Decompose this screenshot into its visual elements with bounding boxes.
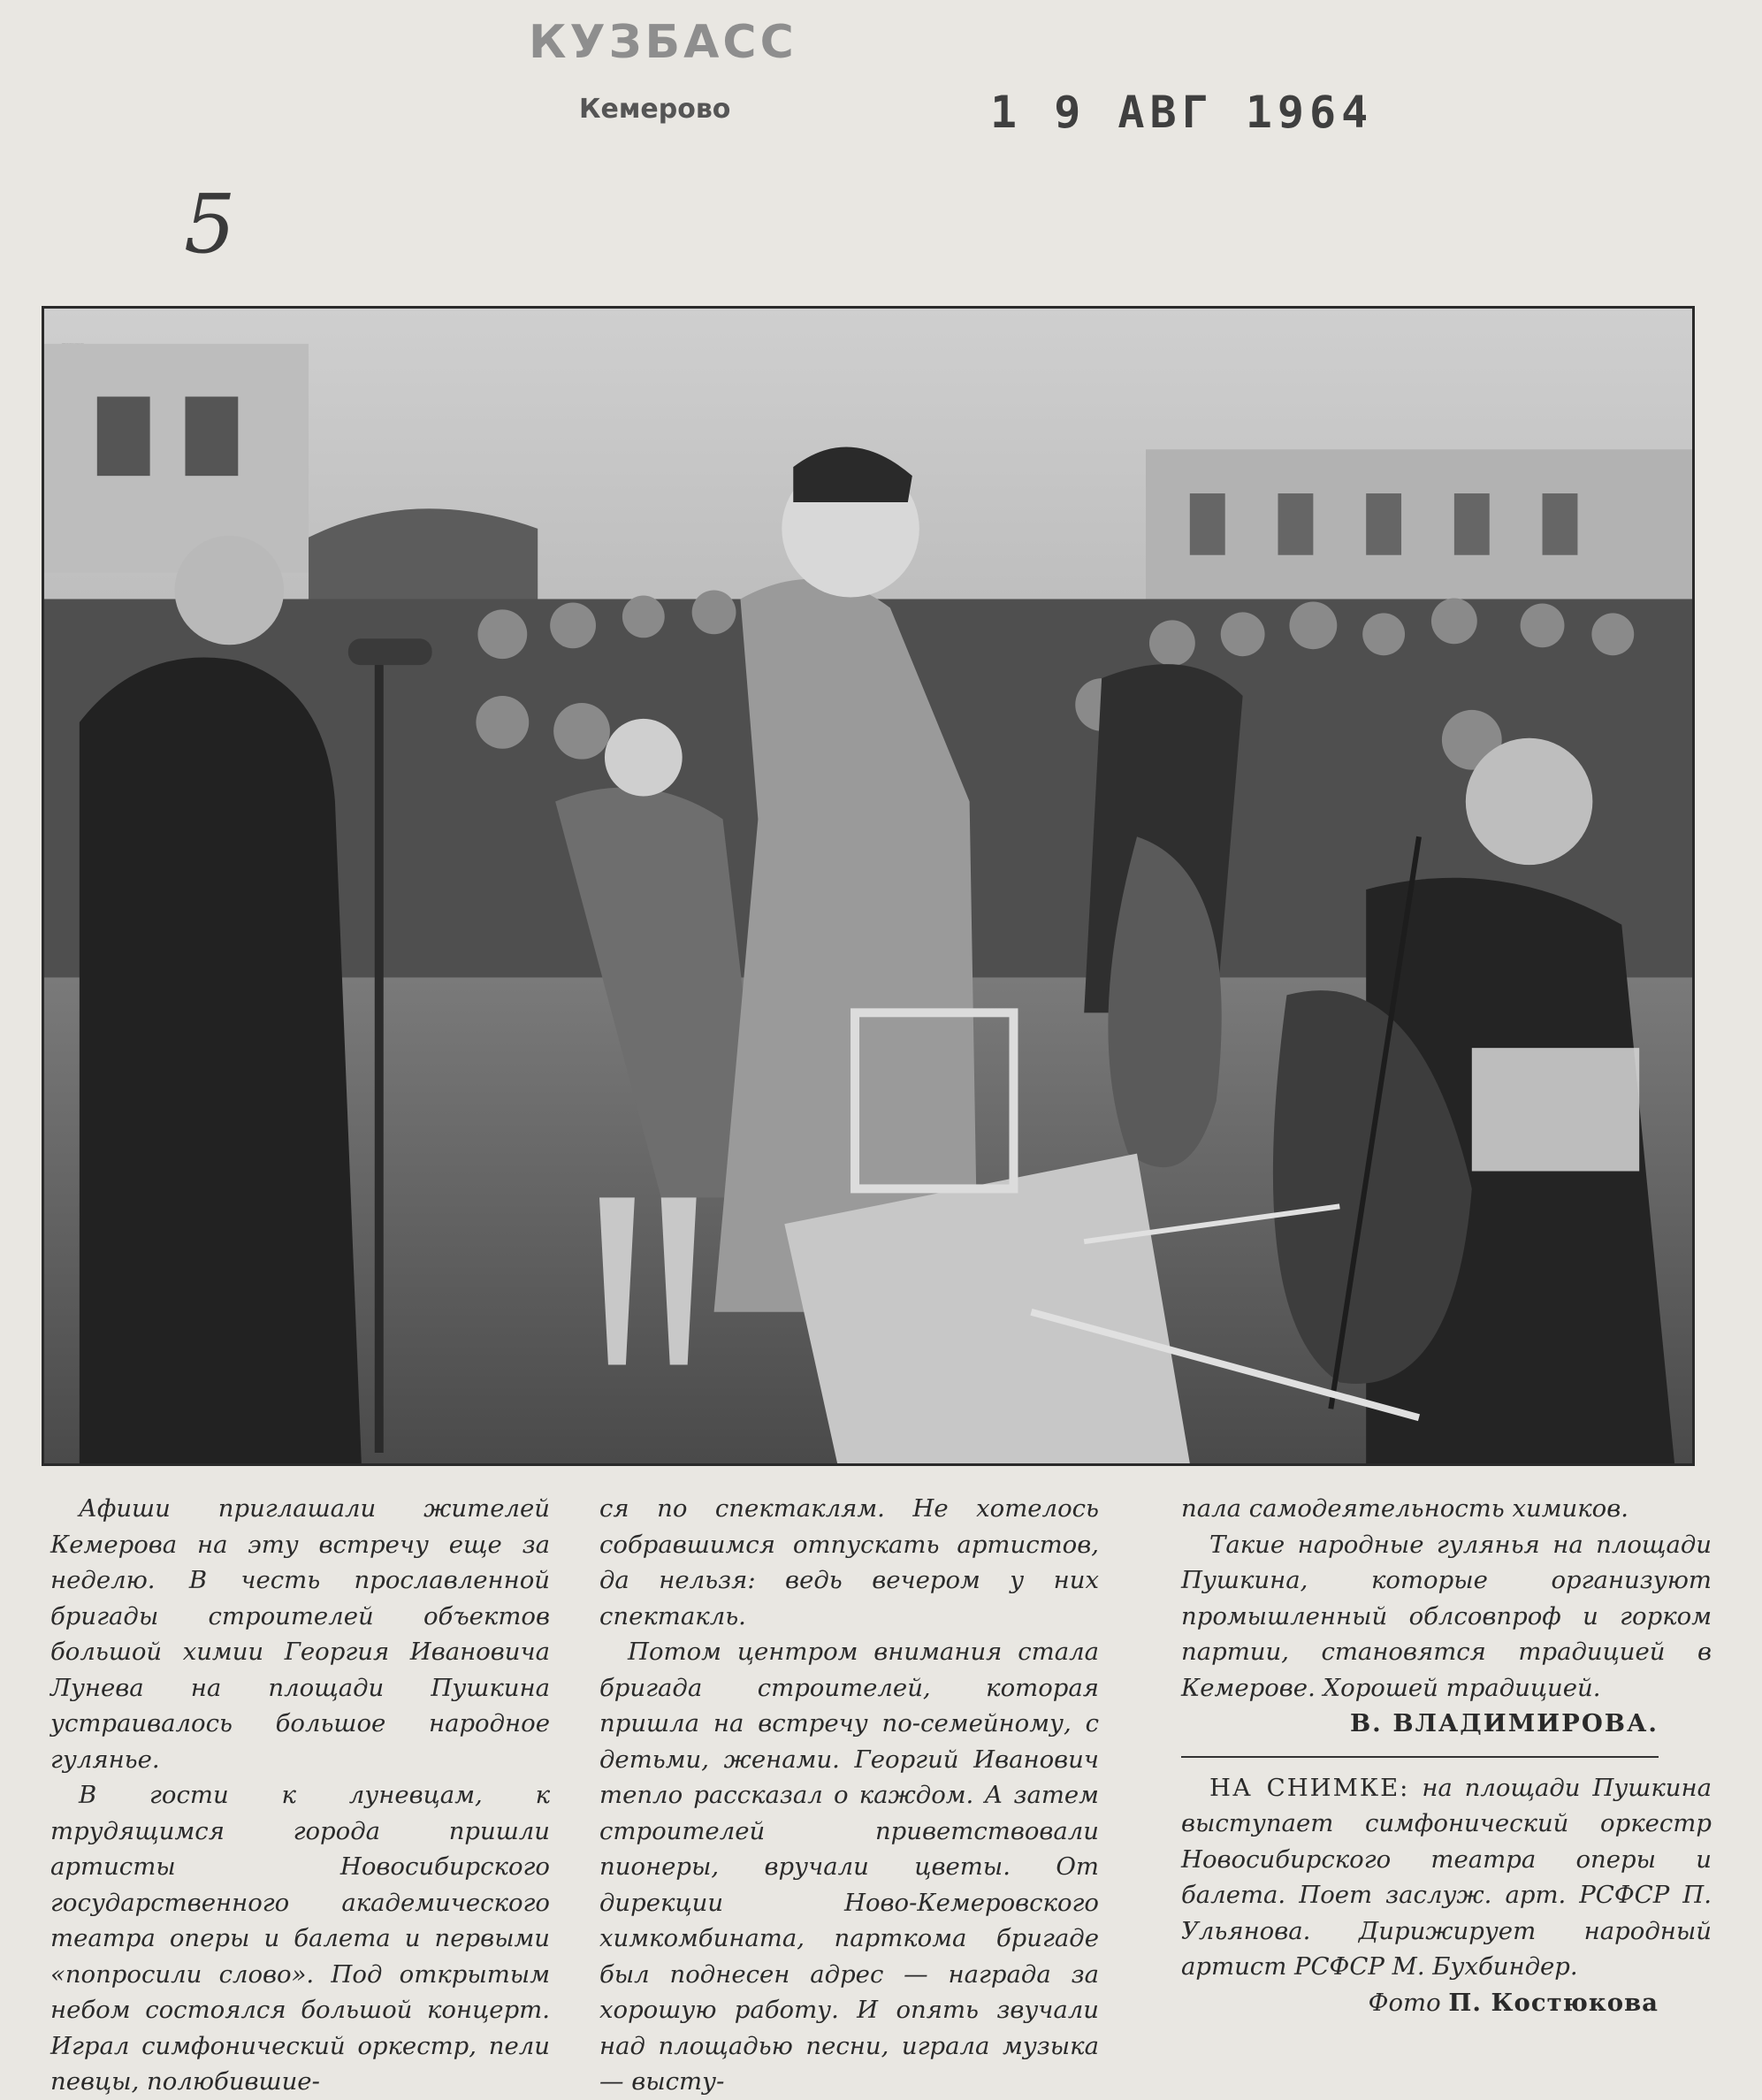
article-column-3: [1181, 1491, 1712, 2020]
article-paragraph: Потом центром внимания стала бригада строителей, которая пришла на встречу по-семейному, с детьми, женами. Георгий Иванович тепло рассказал о каждом. А затем строителей приветствовали пионеры, вручали цветы. От дирекции Ново-Кемеровского химкомбината, парткома бригаде был поднесен адрес — награда за хорошую работу. И опять звучали над площадью песни, играла музыка — высту-: [599, 1638, 1099, 2096]
article-paragraph-continued: ся по спектаклям. Не хотелось собравшимся отпускать артистов, да нельзя: ведь вечером у них спектакль.: [599, 1494, 1099, 1630]
concert-photo-illustration: [44, 309, 1692, 1463]
caption-heading: НА СНИМКЕ:: [1209, 1773, 1410, 1802]
author-signature: В. ВЛАДИМИРОВА.: [1349, 1709, 1659, 1737]
stamp-city: Кемерово: [579, 94, 731, 125]
article-column-1: [50, 1491, 550, 2100]
caption-text: на площади Пушкина выступает симфонический оркестр Новосибирского театра оперы и балета. Поет заслуж. арт. РСФСР П. Ульянова. Дирижирует народный артист РСФСР М. Бухбиндер.: [1181, 1773, 1712, 1981]
photo-credit-label: Фото: [1368, 1988, 1441, 2017]
photo-credit: [1181, 1985, 1712, 2021]
newspaper-photo: [42, 306, 1695, 1466]
stamp-date: 1 9 АВГ 1964: [990, 87, 1374, 138]
article-column-2: [599, 1491, 1099, 2100]
photo-credit-name: П. Костюкова: [1448, 1988, 1659, 2017]
article-paragraph-continued: пала самодеятельность химиков.: [1181, 1494, 1629, 1523]
article-paragraph: Афиши приглашали жителей Кемерова на эту встречу еще за неделю. В честь прославленной бригады строителей объектов большой химии Георгия Ивановича Лунева на площади Пушкина устраивалось большое народное гулянье.: [50, 1494, 550, 1774]
stamp-newspaper: КУЗБАСС: [529, 16, 797, 69]
article-paragraph: В гости к луневцам, к трудящимся города пришли артисты Новосибирского государственного академического театра оперы и балета и первыми «попросили слово». Под открытым небом состоялся большой концерт. Играл симфонический оркестр, пели певцы, полюбившие-: [50, 1781, 550, 2096]
photo-caption: [1181, 1770, 1712, 1985]
article-paragraph: Такие народные гулянья на площади Пушкина, которые организуют промышленный облсовпроф и горком партии, становятся традицией в Кемерове. Хорошей традицией.: [1181, 1530, 1712, 1702]
divider-rule: [1181, 1756, 1659, 1758]
photo-label: Симфонический оркестр на площади Пушкина: [61, 343, 84, 345]
handwritten-number: 5: [184, 177, 236, 271]
